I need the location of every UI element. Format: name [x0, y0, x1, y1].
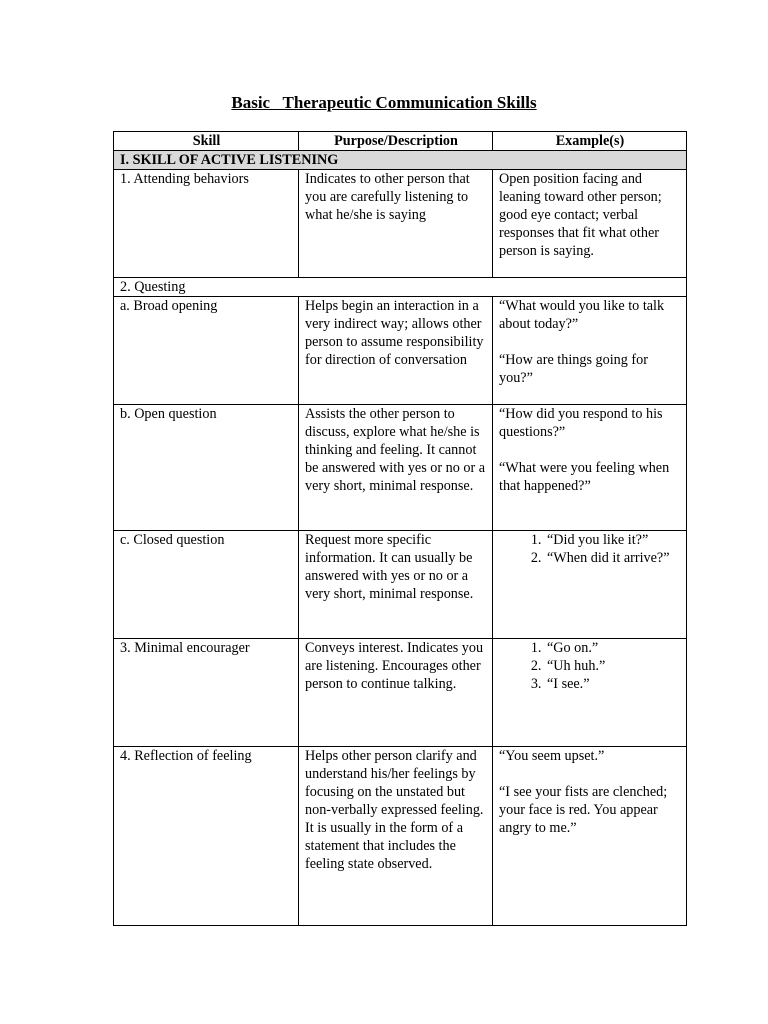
- purpose-cell: [299, 405, 493, 531]
- skill-name: 1. Attending behaviors: [120, 171, 249, 187]
- skill-name: c. Closed question: [120, 532, 225, 548]
- skill-cell: [114, 405, 299, 531]
- list-item: 1. “Go on.”: [545, 639, 681, 657]
- examples-cell: [493, 170, 687, 278]
- purpose-text: Helps begin an interaction in a very indirect way; allows other person to assume responsibility for direction of conversation: [305, 298, 484, 368]
- purpose-cell: [299, 639, 493, 747]
- table-header-row: [114, 132, 687, 151]
- purpose-text: Indicates to other person that you are carefully listening to what he/she is saying: [305, 171, 470, 223]
- table-row: [114, 405, 687, 531]
- section-heading-row: [114, 151, 687, 170]
- examples-cell: [493, 297, 687, 405]
- purpose-cell: [299, 170, 493, 278]
- skill-cell: [114, 639, 299, 747]
- purpose-text: Request more specific information. It can usually be answered with yes or no or a very short, minimal response.: [305, 532, 474, 602]
- column-header-purpose: Purpose/Description: [299, 132, 493, 151]
- example-text: “What were you feeling when that happened?”: [499, 460, 670, 494]
- list-item: 3. “I see.”: [545, 675, 681, 693]
- skill-name: 4. Reflection of feeling: [120, 748, 252, 764]
- table-row: [114, 639, 687, 747]
- example-text: “What would you like to talk about today?”: [499, 298, 665, 332]
- example-text: “I see your fists are clenched; your face is red. You appear angry to me.”: [499, 784, 668, 836]
- examples-cell: [493, 747, 687, 926]
- section-heading: I. SKILL OF ACTIVE LISTENING: [114, 151, 687, 170]
- skill-name: a. Broad opening: [120, 298, 218, 314]
- skill-name: b. Open question: [120, 406, 217, 422]
- purpose-text: Conveys interest. Indicates you are listening. Encourages other person to continue talking.: [305, 640, 484, 692]
- table-row: [114, 297, 687, 405]
- skills-table: [113, 131, 687, 926]
- skill-cell: [114, 531, 299, 639]
- example-text: Open position facing and leaning toward other person; good eye contact; verbal responses that fit what other person is saying.: [499, 171, 662, 259]
- list-item: 2. “When did it arrive?”: [545, 549, 681, 567]
- table-row: [114, 747, 687, 926]
- list-item: 1. “Did you like it?”: [545, 531, 681, 549]
- examples-list: [499, 531, 681, 567]
- table-row: [114, 531, 687, 639]
- subheading: 2. Questing: [114, 278, 687, 297]
- skill-cell: [114, 297, 299, 405]
- example-text: “How did you respond to his questions?”: [499, 406, 663, 440]
- examples-list: [499, 639, 681, 693]
- example-text: “How are things going for you?”: [499, 352, 648, 386]
- skill-cell: [114, 747, 299, 926]
- purpose-cell: [299, 747, 493, 926]
- examples-cell: [493, 405, 687, 531]
- skill-cell: [114, 170, 299, 278]
- purpose-cell: [299, 297, 493, 405]
- subheading-row: [114, 278, 687, 297]
- purpose-cell: [299, 531, 493, 639]
- page-title: Basic Therapeutic Communication Skills: [231, 93, 537, 112]
- skill-name: 3. Minimal encourager: [120, 640, 250, 656]
- list-item: 2. “Uh huh.”: [545, 657, 681, 675]
- purpose-text: Helps other person clarify and understand his/her feelings by focusing on the unstated but non-verbally expressed feeling. It is usually in the form of a statement that includes the feeling state observed.: [305, 748, 484, 872]
- table-row: [114, 170, 687, 278]
- column-header-skill: Skill: [114, 132, 299, 151]
- column-header-examples: Example(s): [493, 132, 687, 151]
- examples-cell: [493, 531, 687, 639]
- purpose-text: Assists the other person to discuss, explore what he/she is thinking and feeling. It cannot be answered with yes or no or a very short, minimal response.: [305, 406, 486, 494]
- examples-cell: [493, 639, 687, 747]
- example-text: “You seem upset.”: [499, 748, 605, 764]
